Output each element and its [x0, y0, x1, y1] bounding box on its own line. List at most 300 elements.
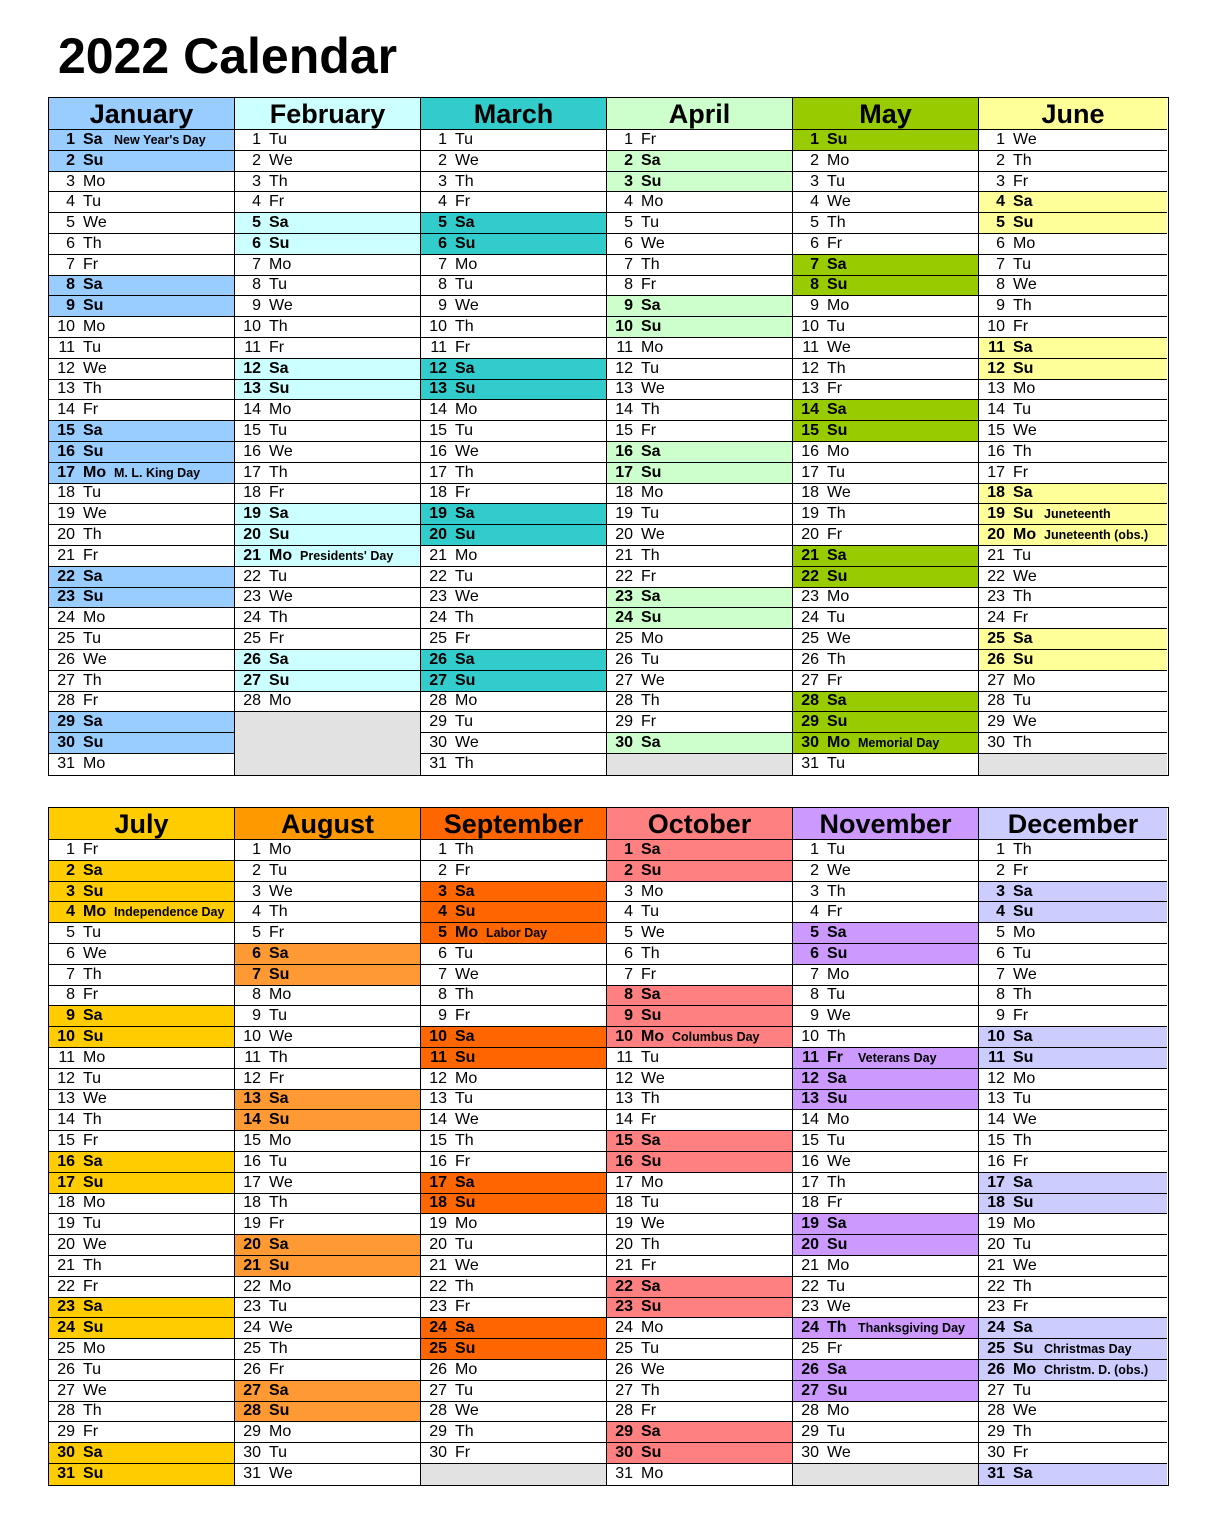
day-number: 16 [57, 442, 75, 460]
day-number: 3 [624, 172, 633, 190]
day-number: 25 [57, 1340, 75, 1358]
day-cell [607, 213, 792, 234]
day-cell [49, 1214, 234, 1235]
day-cell [421, 923, 606, 944]
day-number: 30 [801, 734, 819, 752]
weekday-label: Su [827, 130, 848, 148]
day-cell [421, 484, 606, 505]
day-number: 24 [57, 609, 75, 627]
weekday-label: Mo [269, 840, 292, 858]
weekday-label: We [1013, 1111, 1037, 1129]
weekday-label: We [641, 380, 665, 398]
day-cell [979, 234, 1167, 255]
weekday-label: Su [83, 1173, 104, 1191]
weekday-label: Mo [1013, 526, 1037, 544]
weekday-label: Fr [455, 484, 471, 502]
day-number: 22 [243, 1277, 261, 1295]
empty-cell [793, 1464, 978, 1485]
weekday-label: Mo [83, 1340, 106, 1358]
day-cell [49, 338, 234, 359]
day-cell [49, 754, 234, 775]
day-cell [49, 400, 234, 421]
weekday-label: Su [1013, 903, 1034, 921]
day-cell [607, 1422, 792, 1443]
day-number: 9 [66, 1007, 75, 1025]
weekday-label: Tu [1013, 1090, 1032, 1108]
day-cell [793, 861, 978, 882]
weekday-label: We [269, 151, 293, 169]
weekday-label: Sa [641, 297, 661, 315]
day-cell [235, 317, 420, 338]
weekday-label: Tu [827, 463, 846, 481]
day-cell [49, 944, 234, 965]
day-cell [421, 172, 606, 193]
day-number: 2 [996, 861, 1005, 879]
weekday-label: Th [269, 1340, 288, 1358]
weekday-label: Su [455, 671, 476, 689]
day-cell [235, 1381, 420, 1402]
day-cell [421, 1235, 606, 1256]
weekday-label: Mo [83, 318, 106, 336]
weekday-label: Fr [827, 1048, 843, 1066]
day-number: 24 [987, 1319, 1005, 1337]
day-number: 6 [810, 234, 819, 252]
day-cell [979, 861, 1167, 882]
day-cell [49, 213, 234, 234]
day-number: 15 [801, 422, 819, 440]
day-number: 7 [252, 255, 261, 273]
day-cell [607, 712, 792, 733]
weekday-label: Fr [1013, 1007, 1029, 1025]
month-header: March [421, 98, 606, 130]
day-cell [979, 130, 1167, 151]
day-cell [607, 504, 792, 525]
weekday-label: Tu [1013, 692, 1032, 710]
weekday-label: Su [641, 1152, 662, 1170]
month-column-march [421, 98, 607, 775]
day-number: 8 [624, 276, 633, 294]
day-cell [607, 234, 792, 255]
day-number: 8 [438, 276, 447, 294]
weekday-label: Tu [827, 1277, 846, 1295]
day-cell [979, 317, 1167, 338]
day-cell [421, 1339, 606, 1360]
day-number: 20 [57, 1236, 75, 1254]
day-number: 2 [66, 861, 75, 879]
day-cell [49, 1090, 234, 1111]
day-cell [421, 1402, 606, 1423]
day-cell [793, 965, 978, 986]
day-number: 7 [438, 255, 447, 273]
day-number: 7 [810, 965, 819, 983]
weekday-label: Su [83, 882, 104, 900]
weekday-label: We [827, 484, 851, 502]
weekday-label: Tu [827, 986, 846, 1004]
weekday-label: Fr [83, 401, 99, 419]
day-number: 20 [429, 1236, 447, 1254]
day-cell [235, 463, 420, 484]
weekday-label: We [83, 1090, 107, 1108]
day-cell [607, 882, 792, 903]
weekday-label: Th [455, 609, 474, 627]
weekday-label: Tu [455, 276, 474, 294]
day-cell [979, 546, 1167, 567]
day-cell [793, 213, 978, 234]
weekday-label: Tu [269, 276, 288, 294]
day-cell [235, 213, 420, 234]
weekday-label: Sa [83, 1298, 103, 1316]
weekday-label: Mo [1013, 671, 1036, 689]
day-number: 19 [57, 505, 75, 523]
weekday-label: Mo [83, 609, 106, 627]
weekday-label: Th [1013, 1132, 1032, 1150]
day-number: 31 [801, 755, 819, 773]
day-number: 3 [810, 172, 819, 190]
day-cell [421, 1381, 606, 1402]
weekday-label: Th [827, 1319, 847, 1337]
day-cell [607, 546, 792, 567]
day-number: 30 [801, 1444, 819, 1462]
day-number: 14 [243, 401, 261, 419]
weekday-label: We [269, 1465, 293, 1483]
day-number: 8 [252, 276, 261, 294]
day-cell [421, 1110, 606, 1131]
day-number: 6 [66, 944, 75, 962]
day-cell [235, 172, 420, 193]
day-cell [793, 986, 978, 1007]
day-number: 14 [987, 401, 1005, 419]
weekday-label: Tu [1013, 546, 1032, 564]
day-cell [793, 733, 978, 754]
day-cell [979, 671, 1167, 692]
month-header: June [979, 98, 1167, 130]
weekday-label: Fr [269, 1069, 285, 1087]
weekday-label: Mo [83, 903, 107, 921]
day-cell [607, 1069, 792, 1090]
day-number: 26 [615, 650, 633, 668]
day-cell [421, 317, 606, 338]
day-number: 27 [243, 1381, 261, 1399]
day-cell [49, 151, 234, 172]
day-number: 19 [429, 505, 447, 523]
day-cell [235, 608, 420, 629]
day-cell [793, 567, 978, 588]
day-cell [607, 317, 792, 338]
day-cell [49, 1235, 234, 1256]
weekday-label: Tu [83, 630, 102, 648]
day-cell [979, 1339, 1167, 1360]
weekday-label: Mo [269, 1132, 292, 1150]
day-number: 10 [243, 1028, 261, 1046]
weekday-label: Su [1013, 359, 1034, 377]
day-number: 24 [801, 1319, 819, 1337]
day-number: 16 [57, 1152, 75, 1170]
day-cell [979, 986, 1167, 1007]
weekday-label: Th [455, 172, 474, 190]
day-number: 9 [624, 297, 633, 315]
day-cell [793, 1256, 978, 1277]
day-cell [421, 234, 606, 255]
day-cell [421, 588, 606, 609]
day-cell [235, 400, 420, 421]
day-number: 13 [987, 380, 1005, 398]
weekday-label: Tu [641, 1340, 660, 1358]
day-cell [235, 567, 420, 588]
day-cell [421, 1298, 606, 1319]
day-number: 12 [57, 1069, 75, 1087]
day-cell [49, 1402, 234, 1423]
day-number: 13 [243, 1090, 261, 1108]
weekday-label: Tu [269, 1007, 288, 1025]
weekday-label: Sa [1013, 1028, 1033, 1046]
day-number: 15 [429, 422, 447, 440]
day-number: 3 [438, 882, 447, 900]
weekday-label: Su [827, 1090, 848, 1108]
weekday-label: Mo [641, 193, 664, 211]
day-cell [421, 754, 606, 775]
weekday-label: Tu [641, 1194, 660, 1212]
weekday-label: Su [827, 1236, 848, 1254]
weekday-label: Sa [827, 401, 847, 419]
weekday-label: Th [455, 986, 474, 1004]
day-cell [607, 1131, 792, 1152]
day-cell [979, 1464, 1167, 1485]
day-number: 29 [801, 1423, 819, 1441]
day-cell [49, 504, 234, 525]
weekday-label: Fr [83, 546, 99, 564]
day-number: 3 [66, 882, 75, 900]
day-number: 21 [243, 1256, 261, 1274]
day-number: 24 [987, 609, 1005, 627]
day-cell [979, 421, 1167, 442]
day-cell [607, 1027, 792, 1048]
day-number: 4 [252, 903, 261, 921]
weekday-label: Su [641, 1298, 662, 1316]
day-cell [49, 525, 234, 546]
day-number: 1 [66, 840, 75, 858]
weekday-label: Mo [827, 442, 850, 460]
weekday-label: Su [455, 1194, 476, 1212]
day-cell [235, 151, 420, 172]
day-cell [421, 1152, 606, 1173]
day-number: 24 [429, 1319, 447, 1337]
day-number: 4 [252, 193, 261, 211]
day-number: 18 [429, 1194, 447, 1212]
weekday-label: Th [827, 505, 846, 523]
weekday-label: Su [83, 151, 104, 169]
day-number: 2 [252, 861, 261, 879]
day-cell [49, 317, 234, 338]
weekday-label: We [269, 882, 293, 900]
day-number: 10 [243, 318, 261, 336]
weekday-label: Sa [641, 734, 661, 752]
weekday-label: Su [455, 1340, 476, 1358]
weekday-label: Mo [269, 1423, 292, 1441]
day-number: 21 [243, 546, 261, 564]
weekday-label: Tu [455, 1236, 474, 1254]
weekday-label: Sa [83, 1007, 103, 1025]
day-number: 9 [252, 1007, 261, 1025]
day-cell [421, 692, 606, 713]
weekday-label: Fr [83, 1423, 99, 1441]
day-cell [979, 255, 1167, 276]
weekday-label: Su [641, 609, 662, 627]
weekday-label: We [641, 1215, 665, 1233]
day-number: 13 [429, 1090, 447, 1108]
weekday-label: We [641, 234, 665, 252]
day-cell [793, 754, 978, 775]
day-number: 22 [429, 567, 447, 585]
day-number: 22 [987, 567, 1005, 585]
weekday-label: Fr [1013, 318, 1029, 336]
day-cell [49, 1298, 234, 1319]
day-cell [235, 650, 420, 671]
day-cell [421, 130, 606, 151]
day-number: 6 [624, 944, 633, 962]
weekday-label: Mo [83, 463, 107, 481]
weekday-label: Sa [83, 1152, 103, 1170]
weekday-label: Sa [641, 151, 661, 169]
day-cell [49, 463, 234, 484]
weekday-label: Tu [641, 359, 660, 377]
day-number: 31 [987, 1465, 1005, 1483]
holiday-label: Christmas Day [1044, 1342, 1132, 1357]
day-number: 14 [987, 1111, 1005, 1129]
day-cell [235, 359, 420, 380]
weekday-label: We [269, 1028, 293, 1046]
day-cell [49, 421, 234, 442]
day-number: 18 [801, 484, 819, 502]
weekday-label: Mo [455, 401, 478, 419]
day-cell [235, 986, 420, 1007]
day-cell [793, 546, 978, 567]
day-cell [235, 861, 420, 882]
day-cell [421, 1256, 606, 1277]
weekday-label: We [827, 1007, 851, 1025]
weekday-label: Fr [269, 630, 285, 648]
day-number: 30 [57, 1444, 75, 1462]
day-cell [979, 1235, 1167, 1256]
day-number: 9 [810, 297, 819, 315]
day-number: 31 [615, 1465, 633, 1483]
day-number: 23 [429, 588, 447, 606]
month-header: October [607, 808, 792, 840]
day-cell [421, 567, 606, 588]
day-cell [235, 1214, 420, 1235]
day-number: 9 [66, 297, 75, 315]
day-cell [421, 1173, 606, 1194]
day-number: 16 [429, 442, 447, 460]
day-cell [49, 692, 234, 713]
weekday-label: Su [269, 671, 290, 689]
day-cell [235, 1069, 420, 1090]
day-cell [235, 1360, 420, 1381]
day-number: 29 [615, 1423, 633, 1441]
weekday-label: Sa [1013, 1173, 1033, 1191]
day-cell [793, 1194, 978, 1215]
weekday-label: Tu [455, 567, 474, 585]
day-number: 17 [801, 463, 819, 481]
day-number: 24 [615, 1319, 633, 1337]
weekday-label: Sa [455, 214, 475, 232]
day-number: 18 [801, 1194, 819, 1212]
day-number: 26 [243, 650, 261, 668]
weekday-label: Su [269, 1111, 290, 1129]
day-cell [49, 1464, 234, 1485]
day-cell [235, 1152, 420, 1173]
day-cell [49, 608, 234, 629]
weekday-label: Sa [827, 1215, 847, 1233]
holiday-label: Juneteenth (obs.) [1044, 528, 1149, 543]
day-number: 30 [987, 1444, 1005, 1462]
weekday-label: Tu [455, 1381, 474, 1399]
weekday-label: We [455, 588, 479, 606]
weekday-label: Su [1013, 1048, 1034, 1066]
day-number: 19 [987, 505, 1005, 523]
weekday-label: Tu [269, 567, 288, 585]
day-cell [979, 923, 1167, 944]
day-cell [607, 1235, 792, 1256]
day-number: 4 [438, 193, 447, 211]
day-number: 19 [615, 505, 633, 523]
weekday-label: Su [83, 1028, 104, 1046]
weekday-label: Tu [269, 422, 288, 440]
day-cell [607, 1339, 792, 1360]
day-number: 14 [57, 1111, 75, 1129]
day-number: 4 [438, 903, 447, 921]
day-number: 28 [243, 1402, 261, 1420]
weekday-label: We [83, 505, 107, 523]
day-number: 22 [243, 567, 261, 585]
weekday-label: Th [641, 1090, 660, 1108]
day-cell [979, 882, 1167, 903]
weekday-label: Th [83, 1111, 102, 1129]
day-cell [979, 1173, 1167, 1194]
weekday-label: Sa [827, 255, 847, 273]
day-number: 8 [996, 986, 1005, 1004]
day-number: 23 [987, 1298, 1005, 1316]
weekday-label: Tu [455, 130, 474, 148]
day-number: 26 [243, 1360, 261, 1378]
day-cell [421, 192, 606, 213]
day-number: 28 [987, 692, 1005, 710]
month-column-june [979, 98, 1167, 775]
weekday-label: Sa [83, 130, 103, 148]
day-number: 16 [801, 442, 819, 460]
weekday-label: Su [641, 172, 662, 190]
day-number: 14 [801, 401, 819, 419]
weekday-label: Su [269, 1402, 290, 1420]
day-number: 15 [429, 1132, 447, 1150]
weekday-label: We [1013, 276, 1037, 294]
day-cell [979, 1298, 1167, 1319]
day-cell [235, 296, 420, 317]
day-number: 22 [429, 1277, 447, 1295]
day-number: 3 [252, 882, 261, 900]
day-cell [793, 1443, 978, 1464]
weekday-label: We [827, 630, 851, 648]
day-cell [49, 359, 234, 380]
weekday-label: Th [641, 944, 660, 962]
calendar-grid-first-half [48, 97, 1169, 776]
day-cell [235, 1090, 420, 1111]
weekday-label: Mo [641, 338, 664, 356]
day-number: 16 [429, 1152, 447, 1170]
day-cell [421, 1048, 606, 1069]
day-number: 19 [429, 1215, 447, 1233]
weekday-label: Sa [269, 214, 289, 232]
day-number: 20 [615, 526, 633, 544]
